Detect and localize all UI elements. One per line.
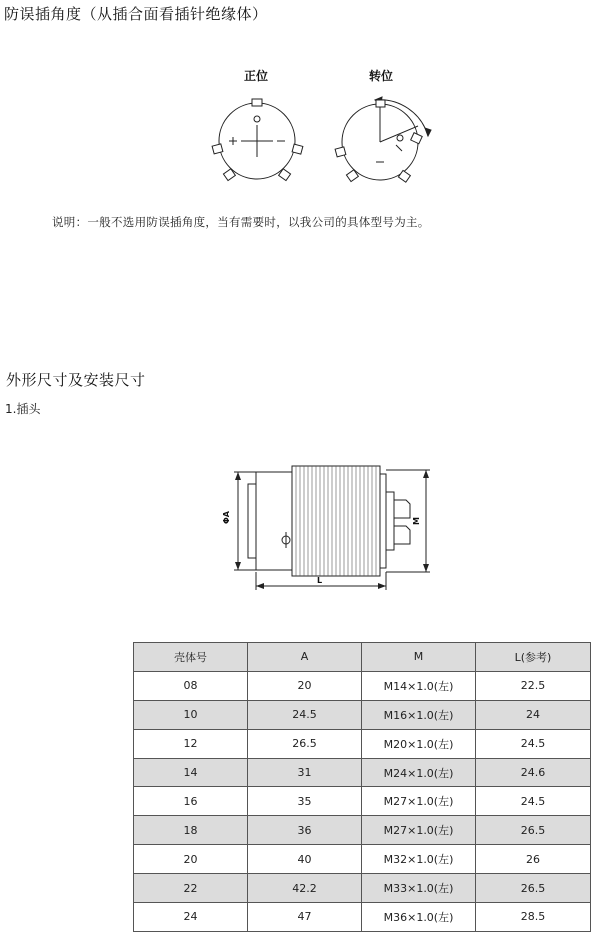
table-row	[134, 758, 591, 787]
cell-a: 36	[248, 816, 362, 845]
header-m: M	[362, 643, 476, 672]
normal-position-diagram	[205, 95, 315, 190]
label-normal-position: 正位	[244, 69, 269, 83]
section-title-anti-misinsertion: 防误插角度（从插合面看插针绝缘体）	[4, 5, 268, 23]
cell-a: 26.5	[248, 729, 362, 758]
cell-shell-size: 24	[134, 903, 248, 932]
cell-a: 42.2	[248, 874, 362, 903]
cell-l: 24	[476, 700, 591, 729]
cell-l: 26.5	[476, 874, 591, 903]
header-shell-size: 壳体号	[134, 643, 248, 672]
cell-l: 22.5	[476, 671, 591, 700]
label-rotated-position: 转位	[369, 69, 394, 83]
cell-shell-size: 08	[134, 671, 248, 700]
cell-shell-size: 14	[134, 758, 248, 787]
plug-dimensions-table	[133, 642, 591, 932]
plug-outline-drawing	[218, 462, 438, 597]
cell-l: 26.5	[476, 816, 591, 845]
header-a: A	[248, 643, 362, 672]
table-row	[134, 787, 591, 816]
anti-misinsertion-note: 说明：一般不选用防误插角度，当有需要时，以我公司的具体型号为主。	[52, 215, 430, 229]
cell-m: M16×1.0(左)	[362, 700, 476, 729]
dim-thread-label: M	[412, 517, 421, 525]
cell-shell-size: 18	[134, 816, 248, 845]
rotated-position-diagram	[330, 90, 440, 190]
header-l: L(参考)	[476, 643, 591, 672]
cell-l: 24.5	[476, 787, 591, 816]
cell-shell-size: 10	[134, 700, 248, 729]
cell-shell-size: 20	[134, 845, 248, 874]
cell-l: 24.5	[476, 729, 591, 758]
table-row	[134, 671, 591, 700]
table-row	[134, 874, 591, 903]
table-row	[134, 845, 591, 874]
cell-shell-size: 12	[134, 729, 248, 758]
cell-m: M24×1.0(左)	[362, 758, 476, 787]
cell-shell-size: 22	[134, 874, 248, 903]
section-title-dimensions: 外形尺寸及安装尺寸	[6, 371, 146, 389]
table-row	[134, 700, 591, 729]
cell-a: 20	[248, 671, 362, 700]
cell-a: 47	[248, 903, 362, 932]
cell-shell-size: 16	[134, 787, 248, 816]
cell-m: M27×1.0(左)	[362, 787, 476, 816]
cell-m: M20×1.0(左)	[362, 729, 476, 758]
dim-length-label: L	[317, 576, 323, 585]
cell-m: M27×1.0(左)	[362, 816, 476, 845]
cell-a: 40	[248, 845, 362, 874]
cell-a: 35	[248, 787, 362, 816]
cell-m: M32×1.0(左)	[362, 845, 476, 874]
subtitle-plug: 1.插头	[5, 402, 41, 416]
cell-m: M14×1.0(左)	[362, 671, 476, 700]
table-row	[134, 729, 591, 758]
table-row	[134, 816, 591, 845]
cell-a: 31	[248, 758, 362, 787]
cell-l: 24.6	[476, 758, 591, 787]
cell-l: 28.5	[476, 903, 591, 932]
table-header-row	[134, 643, 591, 672]
cell-a: 24.5	[248, 700, 362, 729]
cell-m: M36×1.0(左)	[362, 903, 476, 932]
dim-diameter-label: ΦA	[222, 511, 231, 524]
table-row	[134, 903, 591, 932]
cell-m: M33×1.0(左)	[362, 874, 476, 903]
cell-l: 26	[476, 845, 591, 874]
